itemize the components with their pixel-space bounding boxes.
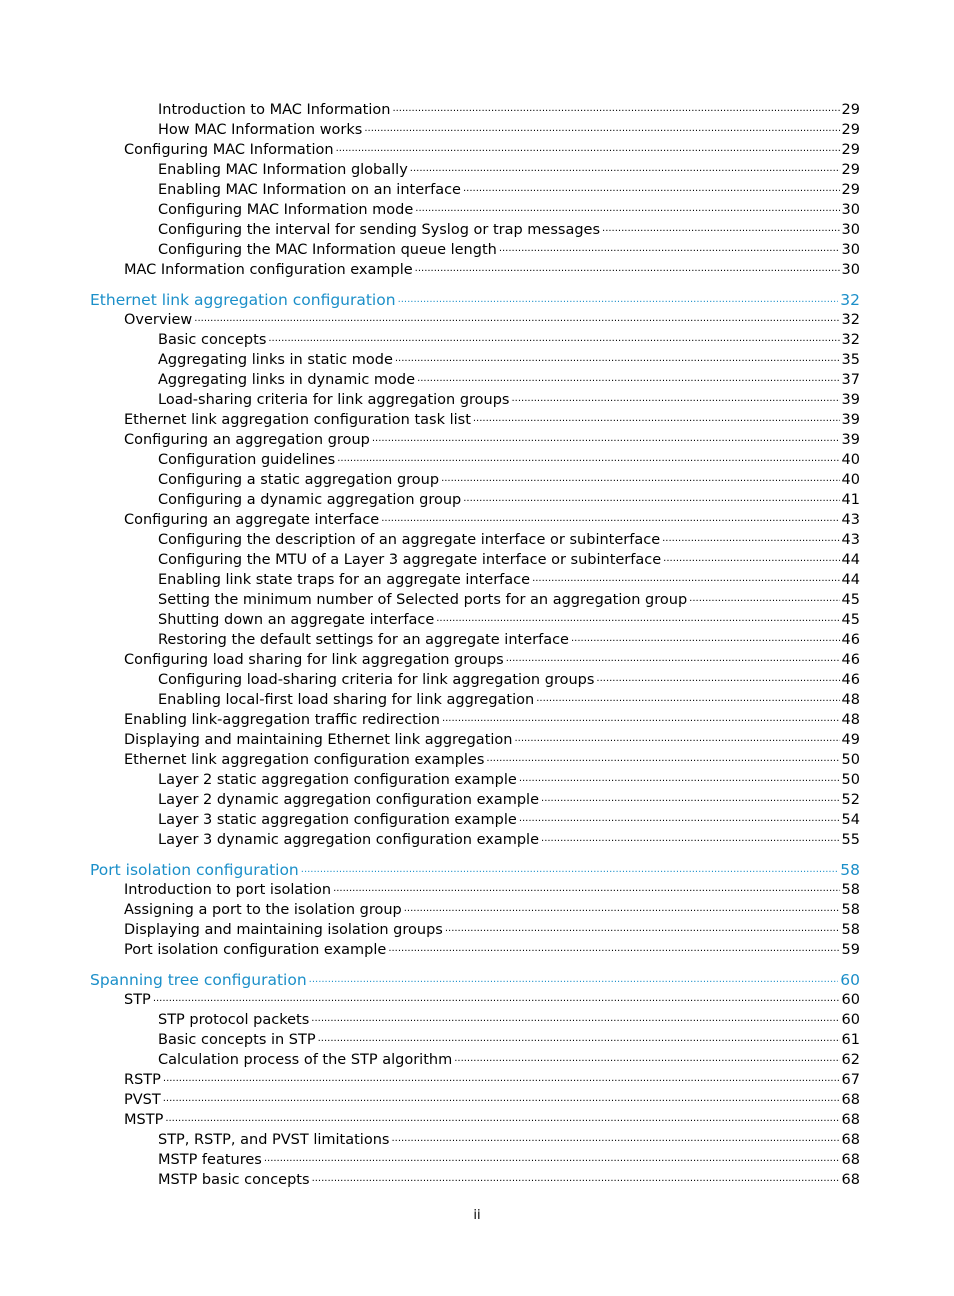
toc-entry-page: 39 bbox=[841, 432, 860, 448]
dot-leader bbox=[463, 182, 840, 202]
toc-entry-page: 35 bbox=[841, 352, 860, 368]
toc-subsection-entry[interactable] bbox=[158, 1050, 860, 1070]
toc-entry-title: Configuring MAC Information mode bbox=[158, 202, 414, 218]
toc-entry-title: Configuring a static aggregation group bbox=[158, 472, 440, 488]
toc-entry-title: MSTP features bbox=[158, 1152, 262, 1168]
toc-subsection-entry[interactable] bbox=[158, 810, 860, 830]
toc-entry-title: Configuring the description of an aggregate interface or subinterface bbox=[158, 532, 661, 548]
dot-leader bbox=[436, 612, 839, 632]
toc-entry-title: Restoring the default settings for an aggregate interface bbox=[158, 632, 569, 648]
dot-leader bbox=[372, 432, 840, 452]
toc-entry-title: Ethernet link aggregation configuration examples bbox=[124, 752, 485, 768]
toc-subsection-entry[interactable] bbox=[158, 100, 860, 120]
toc-entry-title: Configuring the MAC Information queue length bbox=[158, 242, 497, 258]
dot-leader bbox=[442, 712, 840, 732]
toc-entry-page: 60 bbox=[840, 971, 860, 989]
toc-entry-page: 30 bbox=[841, 222, 860, 238]
dot-leader bbox=[441, 472, 839, 492]
toc-subsection-entry[interactable] bbox=[158, 1170, 860, 1190]
toc-subsection-entry[interactable] bbox=[158, 1030, 860, 1050]
toc-entry-title: Configuring an aggregate interface bbox=[124, 512, 380, 528]
toc-subsection-entry[interactable] bbox=[158, 790, 860, 810]
dot-leader bbox=[571, 632, 840, 652]
toc-entry-page: 55 bbox=[841, 832, 860, 848]
dot-leader bbox=[663, 552, 839, 572]
toc-subsection-entry[interactable] bbox=[158, 770, 860, 790]
dot-leader bbox=[311, 1012, 839, 1032]
toc-entry-title: Enabling MAC Information on an interface bbox=[158, 182, 461, 198]
toc-entry-title: Layer 3 dynamic aggregation configuration example bbox=[158, 832, 540, 848]
toc-subsection-entry[interactable] bbox=[158, 370, 860, 390]
toc-entry-page: 30 bbox=[841, 202, 860, 218]
toc-entry-title: Enabling MAC Information globally bbox=[158, 162, 408, 178]
toc-entry-page: 60 bbox=[841, 992, 860, 1008]
toc-entry-title: Displaying and maintaining isolation groups bbox=[124, 922, 443, 938]
toc-entry-page: 44 bbox=[841, 572, 860, 588]
toc-section-entry[interactable] bbox=[124, 1110, 860, 1130]
dot-leader bbox=[388, 942, 839, 962]
toc-entry-title: Configuring MAC Information bbox=[124, 142, 334, 158]
toc-section-entry[interactable] bbox=[124, 900, 860, 920]
dot-leader bbox=[506, 652, 840, 672]
dot-leader bbox=[163, 1072, 840, 1092]
toc-entry-page: 61 bbox=[841, 1032, 860, 1048]
dot-leader bbox=[445, 922, 840, 942]
dot-leader bbox=[512, 392, 840, 412]
toc-entry-title: Setting the minimum number of Selected ports for an aggregation group bbox=[158, 592, 688, 608]
dot-leader bbox=[541, 832, 840, 852]
toc-entry-title: Layer 3 static aggregation configuration example bbox=[158, 812, 517, 828]
toc-entry-title: Enabling local-first load sharing for link aggregation bbox=[158, 692, 535, 708]
toc-subsection-entry[interactable] bbox=[158, 350, 860, 370]
toc-entry-page: 50 bbox=[841, 772, 860, 788]
toc-entry-title: Enabling link state traps for an aggregate interface bbox=[158, 572, 531, 588]
toc-entry-page: 39 bbox=[841, 392, 860, 408]
toc-subsection-entry[interactable] bbox=[158, 530, 860, 550]
dot-leader bbox=[404, 902, 840, 922]
toc-subsection-entry[interactable] bbox=[158, 470, 860, 490]
toc-entry-page: 54 bbox=[841, 812, 860, 828]
toc-entry-title: Configuring a dynamic aggregation group bbox=[158, 492, 462, 508]
toc-entry-page: 29 bbox=[841, 142, 860, 158]
toc-subsection-entry[interactable] bbox=[158, 450, 860, 470]
toc-section-entry[interactable] bbox=[124, 940, 860, 960]
dot-leader bbox=[541, 792, 840, 812]
toc-entry-title: Layer 2 dynamic aggregation configuration example bbox=[158, 792, 540, 808]
toc-entry-page: 68 bbox=[841, 1152, 860, 1168]
toc-entry-page: 32 bbox=[840, 291, 860, 309]
toc-entry-page: 68 bbox=[841, 1112, 860, 1128]
toc-entry-title: Aggregating links in static mode bbox=[158, 352, 393, 368]
dot-leader bbox=[264, 1152, 840, 1172]
toc-entry-title: MSTP bbox=[124, 1112, 164, 1128]
toc-entry-title: Calculation process of the STP algorithm bbox=[158, 1052, 453, 1068]
dot-leader bbox=[463, 492, 839, 512]
toc-entry-title: Overview bbox=[124, 312, 193, 328]
toc-section-entry[interactable] bbox=[124, 750, 860, 770]
toc-section-entry[interactable] bbox=[124, 650, 860, 670]
toc-entry-page: 68 bbox=[841, 1172, 860, 1188]
toc-section-entry[interactable] bbox=[124, 140, 860, 160]
toc-subsection-entry[interactable] bbox=[158, 160, 860, 180]
dot-leader bbox=[333, 882, 839, 902]
toc-entry-page: 52 bbox=[841, 792, 860, 808]
dot-leader bbox=[165, 1112, 839, 1132]
toc-subsection-entry[interactable] bbox=[158, 390, 860, 410]
toc-subsection-entry[interactable] bbox=[158, 630, 860, 650]
toc-entry-page: 30 bbox=[841, 262, 860, 278]
toc-entry-page: 58 bbox=[841, 902, 860, 918]
toc-entry-page: 49 bbox=[841, 732, 860, 748]
toc-entry-page: 68 bbox=[841, 1092, 860, 1108]
toc-entry-page: 46 bbox=[841, 672, 860, 688]
toc-entry-title: Ethernet link aggregation configuration bbox=[90, 291, 396, 309]
toc-chapter-entry[interactable] bbox=[90, 970, 860, 990]
toc-entry-page: 68 bbox=[841, 1132, 860, 1148]
toc-chapter-entry[interactable] bbox=[90, 290, 860, 310]
toc-section-entry[interactable] bbox=[124, 710, 860, 730]
toc-entry-title: Shutting down an aggregate interface bbox=[158, 612, 435, 628]
toc-subsection-entry[interactable] bbox=[158, 330, 860, 350]
dot-leader bbox=[499, 242, 840, 262]
toc-subsection-entry[interactable] bbox=[158, 220, 860, 240]
toc-entry-page: 40 bbox=[841, 452, 860, 468]
dot-leader bbox=[163, 1092, 840, 1112]
toc-entry-page: 67 bbox=[841, 1072, 860, 1088]
toc-entry-title: Configuring an aggregation group bbox=[124, 432, 370, 448]
toc-section-entry[interactable] bbox=[124, 510, 860, 530]
toc-entry-title: Introduction to port isolation bbox=[124, 882, 332, 898]
toc-entry-title: Configuring the MTU of a Layer 3 aggregate interface or subinterface bbox=[158, 552, 662, 568]
toc-entry-title: Basic concepts bbox=[158, 332, 267, 348]
toc-entry-page: 37 bbox=[841, 372, 860, 388]
toc-entry-title: Configuring the interval for sending Syslog or trap messages bbox=[158, 222, 601, 238]
toc-entry-page: 58 bbox=[841, 922, 860, 938]
dot-leader bbox=[194, 312, 839, 332]
dot-leader bbox=[473, 412, 840, 432]
toc-entry-title: Port isolation configuration example bbox=[124, 942, 387, 958]
toc-section-entry[interactable] bbox=[124, 880, 860, 900]
toc-entry-page: 48 bbox=[841, 712, 860, 728]
table-of-contents bbox=[0, 100, 954, 1190]
toc-entry-title: Layer 2 static aggregation configuration example bbox=[158, 772, 517, 788]
dot-leader bbox=[415, 202, 839, 222]
toc-entry-page: 46 bbox=[841, 632, 860, 648]
toc-entry-page: 40 bbox=[841, 472, 860, 488]
toc-entry-page: 45 bbox=[841, 592, 860, 608]
toc-subsection-entry[interactable] bbox=[158, 830, 860, 850]
toc-section-entry[interactable] bbox=[124, 730, 860, 750]
dot-leader bbox=[381, 512, 839, 532]
toc-entry-page: 43 bbox=[841, 532, 860, 548]
toc-entry-title: Port isolation configuration bbox=[90, 861, 299, 879]
toc-entry-title: Load-sharing criteria for link aggregation groups bbox=[158, 392, 510, 408]
toc-entry-page: 30 bbox=[841, 242, 860, 258]
toc-entry-title: MSTP basic concepts bbox=[158, 1172, 310, 1188]
toc-section-entry[interactable] bbox=[124, 260, 860, 280]
dot-leader bbox=[536, 692, 839, 712]
toc-entry-page: 46 bbox=[841, 652, 860, 668]
dot-leader bbox=[532, 572, 839, 592]
toc-entry-page: 32 bbox=[841, 312, 860, 328]
toc-entry-title: Configuration guidelines bbox=[158, 452, 336, 468]
page-number: ii bbox=[473, 1208, 481, 1223]
toc-entry-title: STP protocol packets bbox=[158, 1012, 310, 1028]
toc-entry-page: 32 bbox=[841, 332, 860, 348]
toc-entry-title: Configuring load sharing for link aggregation groups bbox=[124, 652, 504, 668]
toc-entry-page: 62 bbox=[841, 1052, 860, 1068]
toc-subsection-entry[interactable] bbox=[158, 180, 860, 200]
toc-entry-title: Displaying and maintaining Ethernet link aggregation bbox=[124, 732, 513, 748]
toc-section-entry[interactable] bbox=[124, 920, 860, 940]
toc-subsection-entry[interactable] bbox=[158, 690, 860, 710]
toc-entry-title: RSTP bbox=[124, 1072, 161, 1088]
toc-entry-title: PVST bbox=[124, 1092, 161, 1108]
toc-section-entry[interactable] bbox=[124, 990, 860, 1010]
toc-subsection-entry[interactable] bbox=[158, 240, 860, 260]
toc-entry-page: 29 bbox=[841, 122, 860, 138]
dot-leader bbox=[336, 142, 840, 162]
toc-entry-title: STP, RSTP, and PVST limitations bbox=[158, 1132, 390, 1148]
toc-entry-title: Basic concepts in STP bbox=[158, 1032, 316, 1048]
toc-entry-page: 50 bbox=[841, 752, 860, 768]
dot-leader bbox=[410, 162, 840, 182]
dot-leader bbox=[153, 992, 840, 1012]
toc-entry-page: 48 bbox=[841, 692, 860, 708]
toc-section-entry[interactable] bbox=[124, 310, 860, 330]
dot-leader bbox=[312, 1172, 840, 1192]
toc-subsection-entry[interactable] bbox=[158, 670, 860, 690]
toc-entry-page: 45 bbox=[841, 612, 860, 628]
toc-entry-page: 58 bbox=[841, 882, 860, 898]
dot-leader bbox=[415, 262, 840, 282]
dot-leader bbox=[689, 592, 839, 612]
toc-entry-page: 58 bbox=[840, 861, 860, 879]
dot-leader bbox=[519, 772, 840, 792]
toc-subsection-entry[interactable] bbox=[158, 1010, 860, 1030]
dot-leader bbox=[662, 532, 839, 552]
dot-leader bbox=[417, 372, 839, 392]
toc-entry-title: Spanning tree configuration bbox=[90, 971, 307, 989]
toc-subsection-entry[interactable] bbox=[158, 550, 860, 570]
toc-entry-page: 43 bbox=[841, 512, 860, 528]
toc-section-entry[interactable] bbox=[124, 410, 860, 430]
toc-subsection-entry[interactable] bbox=[158, 490, 860, 510]
dot-leader bbox=[392, 102, 839, 122]
toc-entry-title: Aggregating links in dynamic mode bbox=[158, 372, 416, 388]
toc-entry-page: 29 bbox=[841, 162, 860, 178]
toc-subsection-entry[interactable] bbox=[158, 1130, 860, 1150]
toc-subsection-entry[interactable] bbox=[158, 610, 860, 630]
toc-subsection-entry[interactable] bbox=[158, 590, 860, 610]
toc-subsection-entry[interactable] bbox=[158, 200, 860, 220]
dot-leader bbox=[318, 1032, 840, 1052]
toc-entry-page: 29 bbox=[841, 102, 860, 118]
toc-entry-page: 41 bbox=[841, 492, 860, 508]
dot-leader bbox=[337, 452, 839, 472]
toc-entry-page: 60 bbox=[841, 1012, 860, 1028]
toc-section-entry[interactable] bbox=[124, 1070, 860, 1090]
toc-subsection-entry[interactable] bbox=[158, 570, 860, 590]
toc-section-entry[interactable] bbox=[124, 1090, 860, 1110]
toc-entry-title: Enabling link-aggregation traffic redirection bbox=[124, 712, 440, 728]
dot-leader bbox=[596, 672, 839, 692]
dot-leader bbox=[602, 222, 840, 242]
toc-subsection-entry[interactable] bbox=[158, 120, 860, 140]
toc-subsection-entry[interactable] bbox=[158, 1150, 860, 1170]
toc-entry-page: 44 bbox=[841, 552, 860, 568]
toc-entry-title: Configuring load-sharing criteria for link aggregation groups bbox=[158, 672, 595, 688]
dot-leader bbox=[364, 122, 839, 142]
dot-leader bbox=[268, 332, 839, 352]
dot-leader bbox=[519, 812, 840, 832]
toc-entry-title: STP bbox=[124, 992, 151, 1008]
dot-leader bbox=[514, 732, 839, 752]
dot-leader bbox=[454, 1052, 839, 1072]
toc-entry-title: How MAC Information works bbox=[158, 122, 363, 138]
toc-entry-title: Introduction to MAC Information bbox=[158, 102, 391, 118]
dot-leader bbox=[395, 352, 840, 372]
toc-section-entry[interactable] bbox=[124, 430, 860, 450]
toc-entry-title: Assigning a port to the isolation group bbox=[124, 902, 402, 918]
toc-entry-title: MAC Information configuration example bbox=[124, 262, 413, 278]
toc-chapter-entry[interactable] bbox=[90, 860, 860, 880]
dot-leader bbox=[391, 1132, 839, 1152]
toc-entry-page: 39 bbox=[841, 412, 860, 428]
dot-leader bbox=[486, 752, 839, 772]
toc-entry-page: 59 bbox=[841, 942, 860, 958]
toc-entry-title: Ethernet link aggregation configuration task list bbox=[124, 412, 471, 428]
toc-entry-page: 29 bbox=[841, 182, 860, 198]
